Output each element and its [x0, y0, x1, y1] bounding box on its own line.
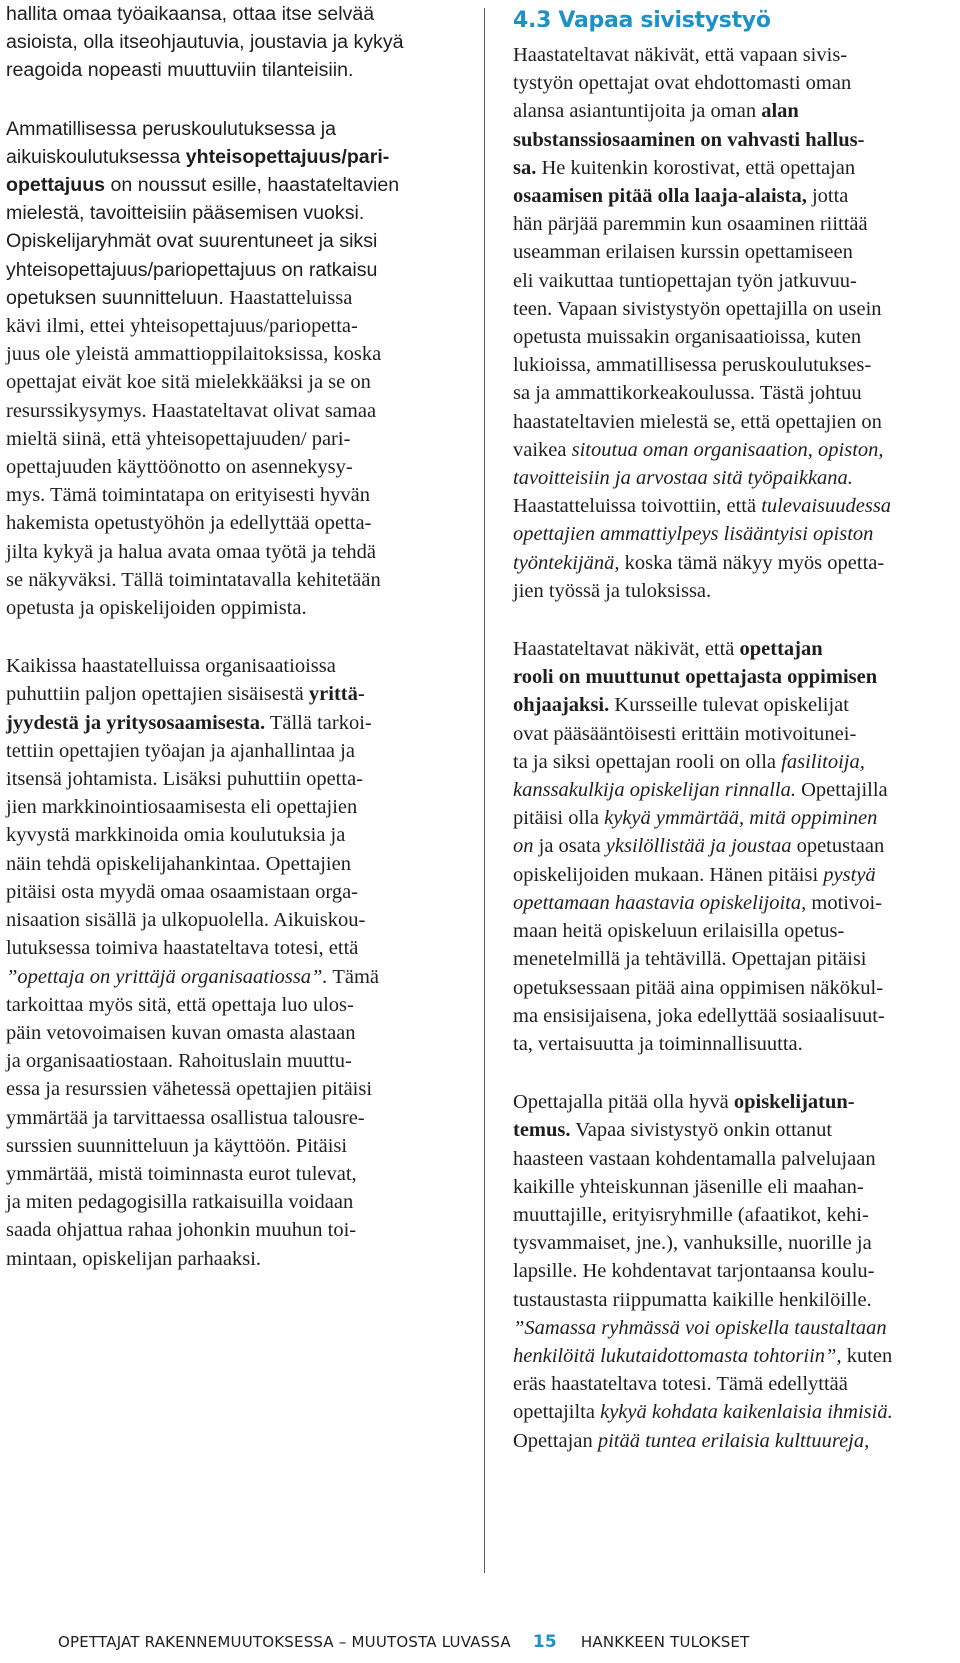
- left-column: [6, 0, 446, 1273]
- italic-text: tulevaisuudessa opettajien ammattiylpeys lisääntyisi opiston työntekijänä,: [513, 495, 892, 574]
- body-text: Opettajalla pitää olla hyvä: [513, 1091, 734, 1114]
- bold-text: yrittä- jyydestä ja yritysosaamisesta.: [6, 683, 365, 734]
- italic-text: yksilöllistää ja joustaa: [605, 835, 792, 858]
- footer-section-title: HANKKEEN TULOKSET: [580, 1633, 750, 1651]
- italic-text: sitoutua oman organisaation, opiston, tavoitteisiin ja arvostaa sitä työpaikkana.: [513, 438, 884, 490]
- italic-text: ”Samassa ryhmässä voi opiskella taustaltaan henkilöitä lukutaidottomasta tohtoriin”: [513, 1316, 887, 1367]
- body-text: Kaikissa haastatelluissa organisaatioissa puhuttiin paljon opettajien sisäisestä: [6, 655, 336, 706]
- paragraph: [513, 41, 958, 605]
- right-column: [513, 0, 958, 1455]
- bold-text: yhteisopettajuus/pari- opettajuus: [6, 145, 390, 197]
- body-text: He kuitenkin korostivat, että opettajan: [541, 156, 856, 179]
- paragraph: [6, 115, 446, 623]
- body-text: jotta hän pärjää paremmin kun osaaminen riittää useamman erilaisen kurssin opettamiseen eli vaikuttaa tuntiopettajan työn jatkuvuu- teen. Vapaan sivistystyön opettajilla on usein opetusta muissakin organisaatioissa, kuten lukioissa, ammatillisessa peruskoulutukses- sa ja ammattikorkeakoulussa. Tästä johtuu haastateltavien mielestä se, että opettajien on vaikea: [513, 185, 882, 461]
- body-text: , kuten eräs haastateltava totesi. Tämä edellyttää opettajilta: [513, 1344, 893, 1424]
- body-text: Haastateltavat näkivät, että: [513, 638, 740, 661]
- page-footer: [58, 1632, 749, 1652]
- italic-text: pystyä opettamaan haastavia opiskelijoita,: [513, 863, 876, 914]
- bold-text: alan substanssiosaaminen on vahvasti hallus- sa.: [513, 100, 865, 179]
- paragraph: [6, 0, 446, 85]
- body-text: opetustaan opiskelijoiden mukaan. Hänen pitäisi: [513, 835, 885, 886]
- italic-text: pitää tuntea erilaisia kulttuureja,: [597, 1429, 870, 1452]
- section-heading: 4.3 Vapaa sivistystyö: [513, 8, 771, 33]
- bold-text: opettajan rooli on muuttunut opettajasta oppimisen ohjaajaksi.: [513, 638, 878, 717]
- body-text: Haastatteluissa toivottiin, että: [513, 495, 757, 518]
- italic-text: ”opettaja on yrittäjä organisaatiossa”.: [6, 965, 328, 988]
- italic-text: fasilitoija, kanssakulkija opiskelijan rinnalla.: [513, 750, 865, 802]
- body-text: motivoi- maan heitä opiskeluun erilaisilla opetus- menetelmillä ja tehtävillä. Opettajan pitäisi opetuksessaan pitää aina oppimisen näkökul- ma ensisijaisena, joka edellyttää sosiaalisuut- ta, vertaisuutta ja toiminnallisuutta.: [513, 891, 885, 1055]
- body-text: koska tämä näkyy myös opetta- jien työssä ja tuloksissa.: [513, 551, 885, 602]
- footer-publication-title: OPETTAJAT RAKENNEMUUTOKSESSA – MUUTOSTA LUVASSA: [58, 1633, 511, 1651]
- body-text: Vapaa sivistystyö onkin ottanut haasteen vastaan kohdentamalla palvelujaan kaikille yhteiskunnan jäsenille eli maahan- muuttajille, erityisryhmille (afaatikot, kehi- tysvammaiset, jne.), vanhuksille, nuorille ja lapsille. He kohdentavat tarjontaansa koulu- tustaustasta riippumatta kaikille henkilöille.: [513, 1119, 876, 1311]
- bold-text: opiskelijatun- temus.: [513, 1091, 855, 1142]
- body-text: on noussut esille, haastateltavien mielestä, tavoitteisiin pääsemisen vuoksi. Opiskelijaryhmät ovat suurentuneet ja siksi yhteisopettajuus/pariopettajuus on ratkaisu opetuksen suunnitteluun.: [6, 174, 400, 309]
- page-number: 15: [532, 1632, 557, 1652]
- paragraph: [6, 652, 446, 1272]
- body-text: Ammatillisessa peruskoulutuksessa ja aikuiskoulutuksessa: [6, 117, 336, 168]
- body-text: Tämä tarkoittaa myös sitä, että opettaja luo ulos- päin vetovoimaisen kuvan omasta alastaan ja organisaatiostaan. Rahoituslain muuttu- essa ja resurssien vähetessä opettajien pitäisi ymmärtää ja tarvittaessa osallistua talousre- surssien suunnitteluun ja käyttöön. Pitäisi ymmärtää, mistä toiminnasta eurot tulevat, ja miten pedagogisilla ratkaisuilla voidaan saada ohjattua rahaa johonkin muuhun toi- mintaan, opiskelijan parhaaksi.: [6, 965, 380, 1270]
- body-text: Opettajilla pitäisi olla: [513, 779, 888, 830]
- body-text: hallita omaa työaikaansa, ottaa itse selvää asioista, olla itseohjautuvia, joustavia ja kykyä reagoida nopeasti muuttuviin tilanteisiin.: [6, 3, 404, 82]
- italic-text: kykyä ymmärtää, mitä oppiminen on: [513, 807, 878, 858]
- body-text: Tällä tarkoi- tettiin opettajien työajan ja ajanhallintaa ja itsensä johtamista. Lisäksi puhuttiin opetta- jien markkinointiosaamisesta eli opettajien kyvystä markkinoida omia koulutuksia ja näin tehdä opiskelijahankintaa. Opettajien pitäisi osta myydä omaa osaamistaan orga- nisaation sisällä ja ulkopuolella. Aikuiskou- lutuksessa toimiva haastateltava totesi, että: [6, 711, 372, 960]
- body-text: Haastateltavat näkivät, että vapaan sivis- tystyön opettajat ovat ehdottomasti oman alansa asiantuntijoita ja oman: [513, 44, 852, 123]
- body-text: Haastatteluissa kävi ilmi, ettei yhteisopettajuus/pariopetta- juus ole yleistä ammattioppilaitoksissa, koska opettajat eivät koe sitä mielekkääksi ja se on resurssikysymys. Haastateltavat olivat samaa mieltä siinä, että yhteisopettajuuden/ pari- opettajuuden käyttöönotto on asennekysy- mys. Tämä toimintatapa on erityisesti hyvän hakemista opetustyöhön ja edellyttää opetta- jilta kykyä ja halua avata omaa työtä ja tehdä se näkyväksi. Tällä toimintatavalla kehitetään opetusta ja opiskelijoiden oppimista.: [6, 286, 382, 620]
- italic-text: kykyä kohdata kaikenlaisia ihmisiä.: [600, 1401, 893, 1424]
- body-text: Kursseille tulevat opiskelijat ovat pääsääntöisesti erittäin motivoitunei- ta ja siksi opettajan rooli on olla: [513, 694, 857, 773]
- bold-text: osaamisen pitää olla laaja-alaista,: [513, 185, 807, 208]
- column-divider: [484, 8, 485, 1573]
- body-text: Opettajan: [513, 1429, 593, 1452]
- paragraph: [513, 635, 958, 1058]
- body-text: ja osata: [533, 835, 606, 858]
- paragraph: [513, 1088, 958, 1455]
